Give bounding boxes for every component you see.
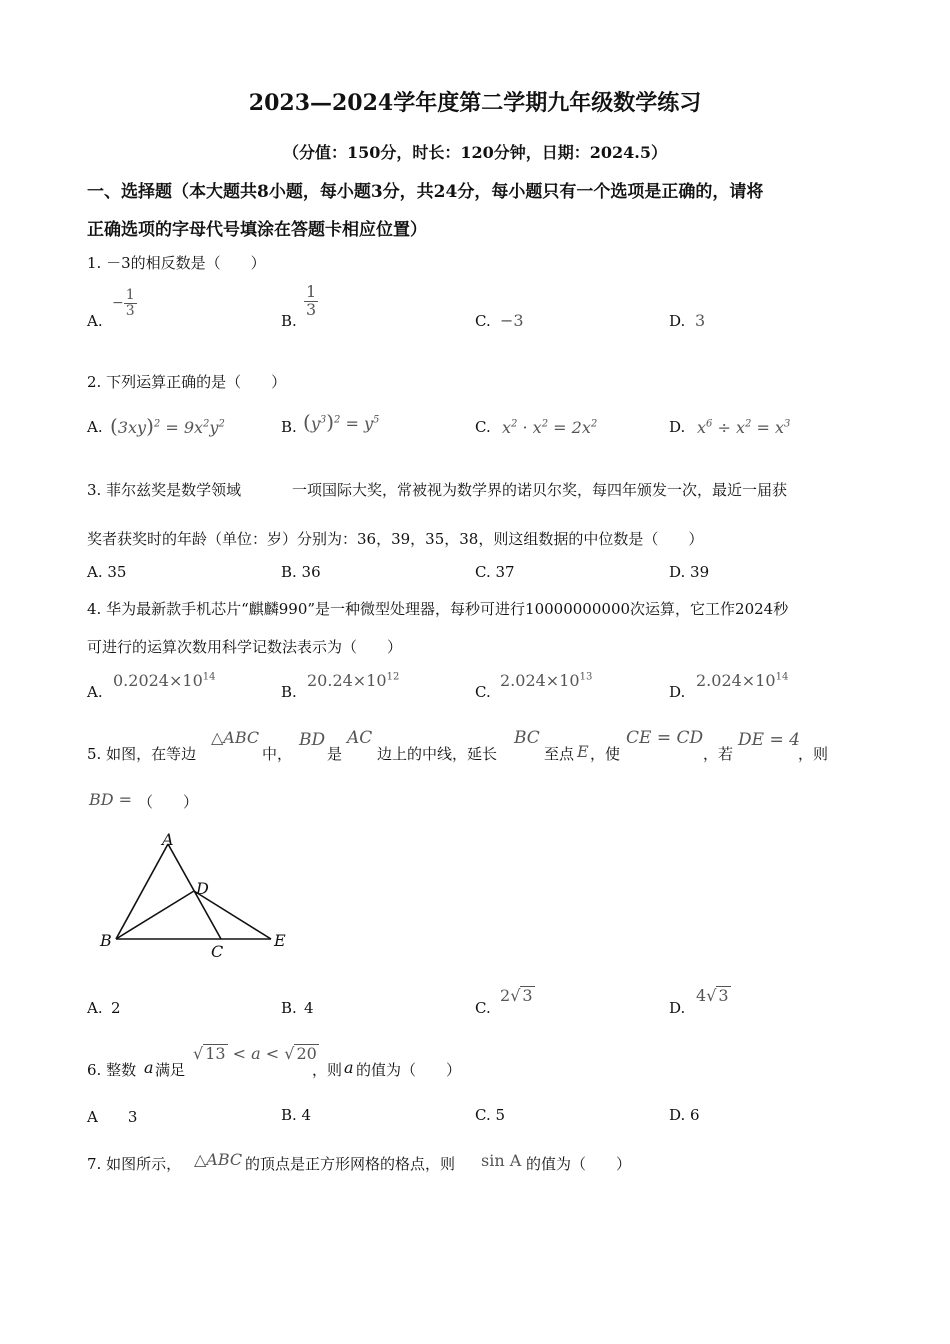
q5-math-bd-equals: BD = <box>89 790 133 809</box>
q5-option-b-label: B. <box>281 999 297 1017</box>
q6-radicand-20: 20 <box>296 1044 317 1063</box>
q2-option-b-label: B. <box>281 418 297 436</box>
q2-option-d-label: D. <box>669 418 686 436</box>
q5-option-c-value: 2√ 3 <box>500 986 533 1005</box>
q4-d-mantissa: 2.024×10 <box>696 671 776 690</box>
q1-option-b-label: B. <box>281 312 297 330</box>
question-3-line2: 奖者获奖时的年龄（单位：岁）分别为：36，39，35，38，则这组数据的中位数是（ ） <box>87 530 704 548</box>
q1-option-a-label: A. <box>87 312 103 330</box>
question-3-line1b: 一项国际大奖，常被视为数学界的诺贝尔奖，每四年颁发一次，最近一届获 <box>292 481 788 499</box>
question-5-line2: （ ） <box>138 793 199 811</box>
question-5-p8: ，则 <box>798 745 829 763</box>
q1-option-a-value <box>112 288 137 318</box>
label-d: D <box>196 879 209 898</box>
q5-math-bc: BC <box>514 728 540 748</box>
q5-option-d-value: 4√ 3 <box>696 986 729 1005</box>
q1-a-numerator: 1 <box>125 287 135 303</box>
q1-option-c-label: C. <box>475 312 491 330</box>
q5-d-radicand: 3 <box>718 986 729 1005</box>
q5-c-coefficient: 2 <box>500 986 511 1005</box>
q4-option-d-value <box>696 671 788 690</box>
q4-c-mantissa: 2.024×10 <box>500 671 580 690</box>
question-7-p2: 的顶点是正方形网格的格点，则 <box>245 1155 456 1173</box>
q5-c-radicand: 3 <box>522 986 533 1005</box>
q6-option-a: A 3 <box>87 1108 138 1126</box>
q5-option-c-label: C. <box>475 999 491 1017</box>
q5-math-ac: AC <box>347 728 373 748</box>
q5-option-a-value: 2 <box>111 999 121 1017</box>
edge-ab <box>116 844 168 939</box>
segment-bd <box>116 891 194 939</box>
section-heading-line1: 一、选择题（本大题共8小题，每小题3分，共24分，每小题只有一个选项是正确的，请将 <box>87 182 764 202</box>
q7-math-triangle: △ABC <box>194 1150 243 1169</box>
q6-radicand-13: 13 <box>205 1044 226 1063</box>
q4-b-exponent: 12 <box>386 671 400 683</box>
q5-option-d-label: D. <box>669 999 686 1017</box>
q3-option-a: A. 35 <box>87 563 127 581</box>
question-4-line1: 4. 华为最新款手机芯片“麒麟990”是一种微型处理器，每秒可进行10000000000次运算，它工作2024秒 <box>87 600 789 618</box>
q4-b-mantissa: 20.24×10 <box>307 671 387 690</box>
q4-option-c-label: C. <box>475 683 491 701</box>
q1-option-c-value: −3 <box>500 311 524 330</box>
q5-math-e: E <box>577 742 589 761</box>
q2-option-a-value: $(3xy)^2 = 9x^2y^2$ <box>110 414 225 438</box>
q3-option-b: B. 36 <box>281 563 321 581</box>
section-heading-line2: 正确选项的字母代号填涂在答题卡相应位置） <box>87 220 427 240</box>
exam-info: （分值：150分，时长：120分钟，日期：2024.5） <box>282 143 668 162</box>
q5-math-triangle: △ABC <box>211 728 260 747</box>
q6-var-a-2: a <box>344 1058 354 1077</box>
q2-option-b-value: $(y^3)^2 = y^5$ <box>303 410 380 434</box>
q6-var-a: a <box>144 1058 154 1077</box>
q6-inequality: √ 13 < a < √ 20 <box>193 1044 317 1063</box>
q4-option-b-label: B. <box>281 683 297 701</box>
question-5-p1: 5. 如图，在等边 <box>87 745 197 763</box>
question-5-p4: 边上的中线，延长 <box>377 745 498 763</box>
label-c: C <box>211 942 224 961</box>
q1-a-fraction <box>124 288 137 318</box>
question-6-p1: 6. 整数 <box>87 1061 137 1079</box>
q4-d-exponent: 14 <box>775 671 789 683</box>
q1-b-fraction <box>304 284 318 319</box>
question-2-stem: 2. 下列运算正确的是（ ） <box>87 373 287 391</box>
q6-less-than-a: < a < <box>232 1044 280 1063</box>
q1-b-denominator: 3 <box>306 299 317 319</box>
question-5-p7: ，若 <box>703 745 734 763</box>
q6-option-b: B. 4 <box>281 1106 312 1124</box>
question-6-p3: ，则 <box>312 1061 343 1079</box>
q5-math-bd: BD <box>299 730 326 750</box>
q4-a-mantissa: 0.2024×10 <box>113 671 203 690</box>
q1-option-d-label: D. <box>669 312 686 330</box>
q3-option-d: D. 39 <box>669 563 710 581</box>
q4-c-exponent: 13 <box>579 671 593 683</box>
q7-math-sin-a: sin A <box>481 1151 522 1170</box>
label-e: E <box>274 931 286 950</box>
q5-math-de: DE = 4 <box>738 730 800 750</box>
q4-option-b-value <box>307 671 399 690</box>
question-5-p5: 至点 <box>544 745 575 763</box>
q4-option-d-label: D. <box>669 683 686 701</box>
q3-option-c: C. 37 <box>475 563 515 581</box>
q1-option-b-value <box>304 284 318 319</box>
q1-a-denominator: 3 <box>125 302 135 319</box>
page-title: 2023—2024学年度第二学期九年级数学练习 <box>248 90 702 116</box>
q2-option-c-value: $x^2 \cdot x^2 = 2x^2$ <box>502 418 598 437</box>
question-1-stem: 1. －3的相反数是（ ） <box>87 254 266 272</box>
question-3-line1a: 3. 菲尔兹奖是数学领域 <box>87 481 242 499</box>
question-5-p3: 是 <box>327 745 343 763</box>
q5-d-coefficient: 4 <box>696 986 707 1005</box>
q6-option-d: D. 6 <box>669 1106 700 1124</box>
q4-a-exponent: 14 <box>202 671 216 683</box>
q1-a-sign: − <box>112 295 124 312</box>
q5-option-b-value: 4 <box>304 999 314 1017</box>
label-a: A <box>162 830 174 849</box>
question-4-line2: 可进行的运算次数用科学记数法表示为（ ） <box>87 638 403 656</box>
segment-de <box>194 891 271 939</box>
q5-option-a-label: A. <box>87 999 103 1017</box>
q4-option-a-value <box>113 671 215 690</box>
question-6-p2: 满足 <box>155 1061 186 1079</box>
question-5-p2: 中， <box>262 745 293 763</box>
q2-option-a-label: A. <box>87 418 103 436</box>
question-7-p3: 的值为（ ） <box>526 1155 632 1173</box>
q6-option-c: C. 5 <box>475 1106 506 1124</box>
q4-option-a-label: A. <box>87 683 103 701</box>
q5-triangle-figure <box>95 828 295 968</box>
question-6-p4: 的值为（ ） <box>356 1061 462 1079</box>
question-7-p1: 7. 如图所示， <box>87 1155 182 1173</box>
q5-math-ce-cd: CE = CD <box>626 728 704 748</box>
question-5-p6: ，使 <box>590 745 621 763</box>
q4-option-c-value <box>500 671 592 690</box>
q2-option-c-label: C. <box>475 418 491 436</box>
label-b: B <box>100 931 112 950</box>
q2-option-d-value: $x^6 \div x^2 = x^3$ <box>697 418 791 437</box>
q1-b-numerator: 1 <box>306 282 317 301</box>
q1-option-d-value: 3 <box>695 311 706 330</box>
